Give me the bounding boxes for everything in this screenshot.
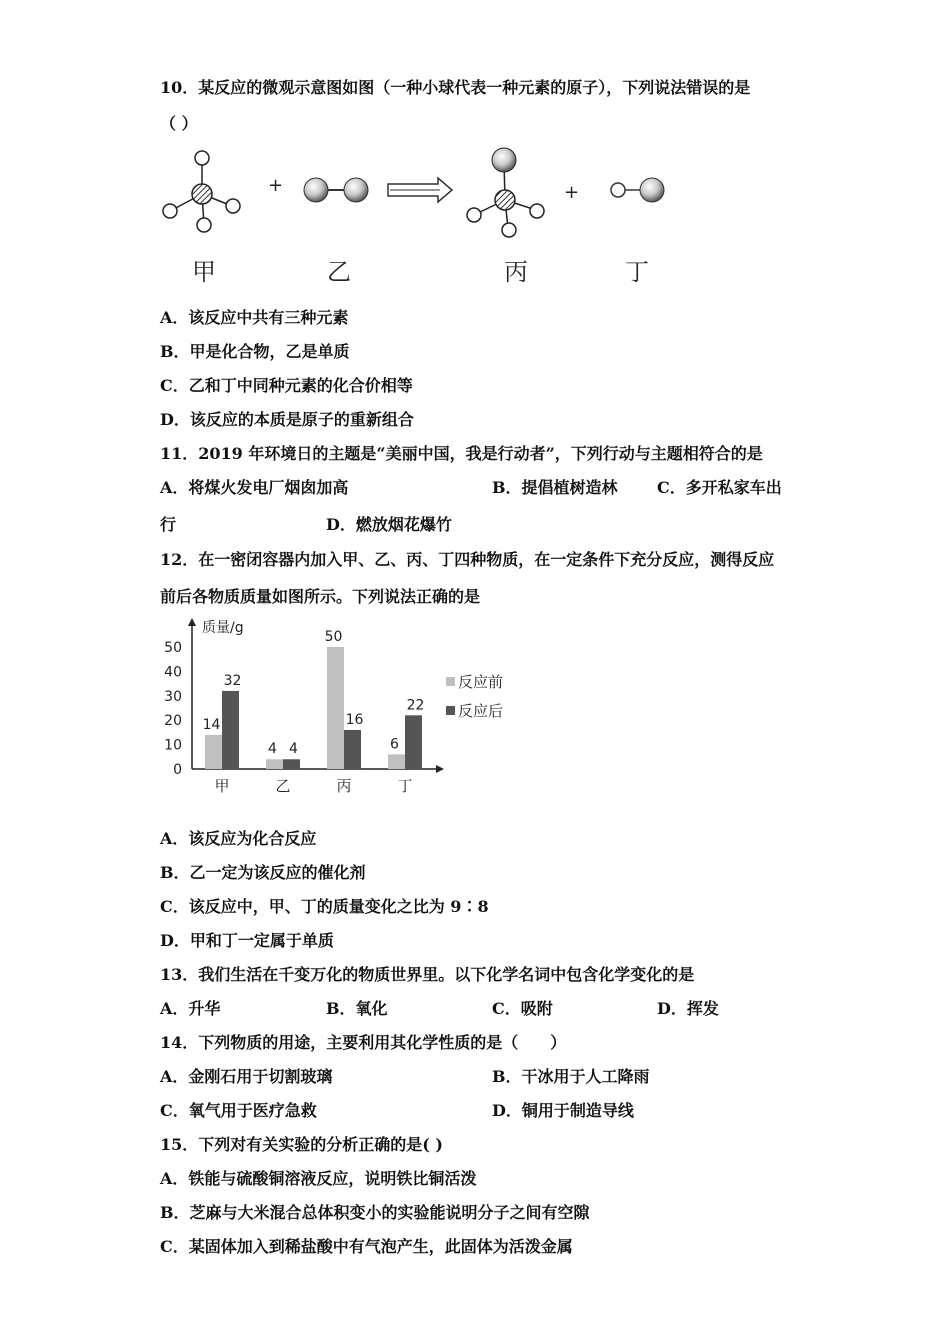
q11-option-a: A．将煤火发电厂烟囱加高: [160, 478, 349, 497]
legend-swatch: [446, 677, 455, 686]
y-tick-label: 20: [164, 713, 182, 730]
q14-option-c: C．氧气用于医疗急救: [160, 1101, 317, 1120]
molecule-ding: [611, 178, 664, 202]
q13-option-a: A．升华: [160, 999, 221, 1018]
q10-stem: 10．某反应的微观示意图如图（一种小球代表一种元素的原子），下列说法错误的是: [160, 78, 751, 97]
q13-option-b: B．氧化: [326, 999, 388, 1018]
q15-option-c: C．某固体加入到稀盐酸中有气泡产生，此固体为活泼金属: [160, 1237, 573, 1256]
q15-stem: 15．下列对有关实验的分析正确的是( ): [160, 1135, 443, 1154]
molecule-jia: [163, 151, 240, 232]
data-label: 4: [268, 741, 277, 758]
bar-before: [266, 759, 283, 769]
q10-option-a: A．该反应中共有三种元素: [160, 308, 349, 327]
bar-after: [344, 730, 361, 769]
bar-after: [222, 691, 239, 769]
y-tick-label: 0: [173, 762, 182, 778]
q12-stem: 12．在一密闭容器内加入甲、乙、丙、丁四种物质，在一定条件下充分反应，测得反应: [160, 550, 775, 569]
bar-before: [205, 735, 222, 769]
bar-after: [283, 759, 300, 769]
q13-stem: 13．我们生活在千变万化的物质世界里。以下化学名词中包含化学变化的是: [160, 965, 695, 984]
x-tick-label: 丁: [397, 777, 413, 795]
y-tick-label: 30: [164, 688, 182, 705]
q11-option-c-continued: 行: [160, 515, 177, 534]
legend-label: 反应后: [458, 702, 504, 720]
q12-option-d: D．甲和丁一定属于单质: [160, 931, 334, 950]
q10-option-b: B．甲是化合物，乙是单质: [160, 342, 350, 361]
bar-before: [388, 754, 405, 769]
label-yi: 乙: [327, 258, 351, 286]
legend-swatch: [446, 706, 455, 715]
data-label: 4: [289, 741, 298, 758]
q10-molecule-diagram: [150, 140, 690, 290]
data-label: 16: [345, 711, 364, 728]
x-tick-label: 乙: [275, 777, 291, 795]
label-jia: 甲: [192, 258, 216, 286]
q12-option-b: B．乙一定为该反应的催化剂: [160, 863, 366, 882]
q10-option-c: C．乙和丁中同种元素的化合价相等: [160, 376, 413, 395]
mass-bar-chart: [150, 612, 530, 802]
data-label: 22: [406, 697, 425, 714]
q11-option-d: D．燃放烟花爆竹: [326, 515, 452, 534]
x-tick-label: 甲: [214, 777, 230, 795]
q15-option-b: B．芝麻与大米混合总体积变小的实验能说明分子之间有空隙: [160, 1203, 590, 1222]
q13-option-d: D．挥发: [657, 999, 719, 1018]
q11-stem: 11．2019 年环境日的主题是“美丽中国，我是行动者”，下列行动与主题相符合的是: [160, 444, 763, 463]
y-axis-label: 质量/g: [202, 620, 244, 636]
bar-after: [405, 715, 422, 769]
data-label: 14: [202, 716, 221, 733]
q11-option-b: B．提倡植树造林: [492, 478, 618, 497]
q12-stem-cont: 前后各物质质量如图所示。下列说法正确的是: [160, 587, 481, 606]
q12-option-a: A．该反应为化合反应: [160, 829, 317, 848]
y-tick-label: 50: [164, 640, 182, 656]
y-tick-label: 10: [164, 737, 182, 754]
q10-option-d: D．该反应的本质是原子的重新组合: [160, 410, 414, 429]
bar-before: [327, 647, 344, 769]
x-axis-arrow-icon: [436, 765, 444, 773]
molecule-yi: [304, 178, 368, 202]
data-label: 50: [324, 629, 343, 645]
data-label: 6: [390, 736, 399, 753]
y-tick-label: 40: [164, 664, 182, 681]
molecule-bing: [467, 148, 544, 237]
x-tick-label: 丙: [336, 777, 352, 795]
y-axis-arrow-icon: [188, 618, 196, 626]
q14-option-d: D．铜用于制造导线: [492, 1101, 634, 1120]
q15-option-a: A．铁能与硫酸铜溶液反应，说明铁比铜活泼: [160, 1169, 477, 1188]
label-bing: 丙: [504, 258, 528, 286]
q13-option-c: C．吸附: [492, 999, 553, 1018]
data-label: 32: [223, 672, 242, 689]
q11-option-c: C．多开私家车出: [657, 478, 782, 497]
q12-option-c: C．该反应中，甲、丁的质量变化之比为 9∶8: [160, 897, 489, 916]
q14-option-a: A．金刚石用于切割玻璃: [160, 1067, 333, 1086]
legend-label: 反应前: [458, 673, 504, 691]
label-ding: 丁: [625, 258, 649, 286]
q14-option-b: B．干冰用于人工降雨: [492, 1067, 650, 1086]
q14-stem: 14．下列物质的用途，主要利用其化学性质的是（ ）: [160, 1033, 567, 1052]
q10-stem-paren: （ ）: [160, 114, 198, 133]
reaction-arrow-icon: [388, 178, 452, 202]
plus-1: +: [268, 175, 284, 196]
plus-2: +: [564, 182, 580, 203]
